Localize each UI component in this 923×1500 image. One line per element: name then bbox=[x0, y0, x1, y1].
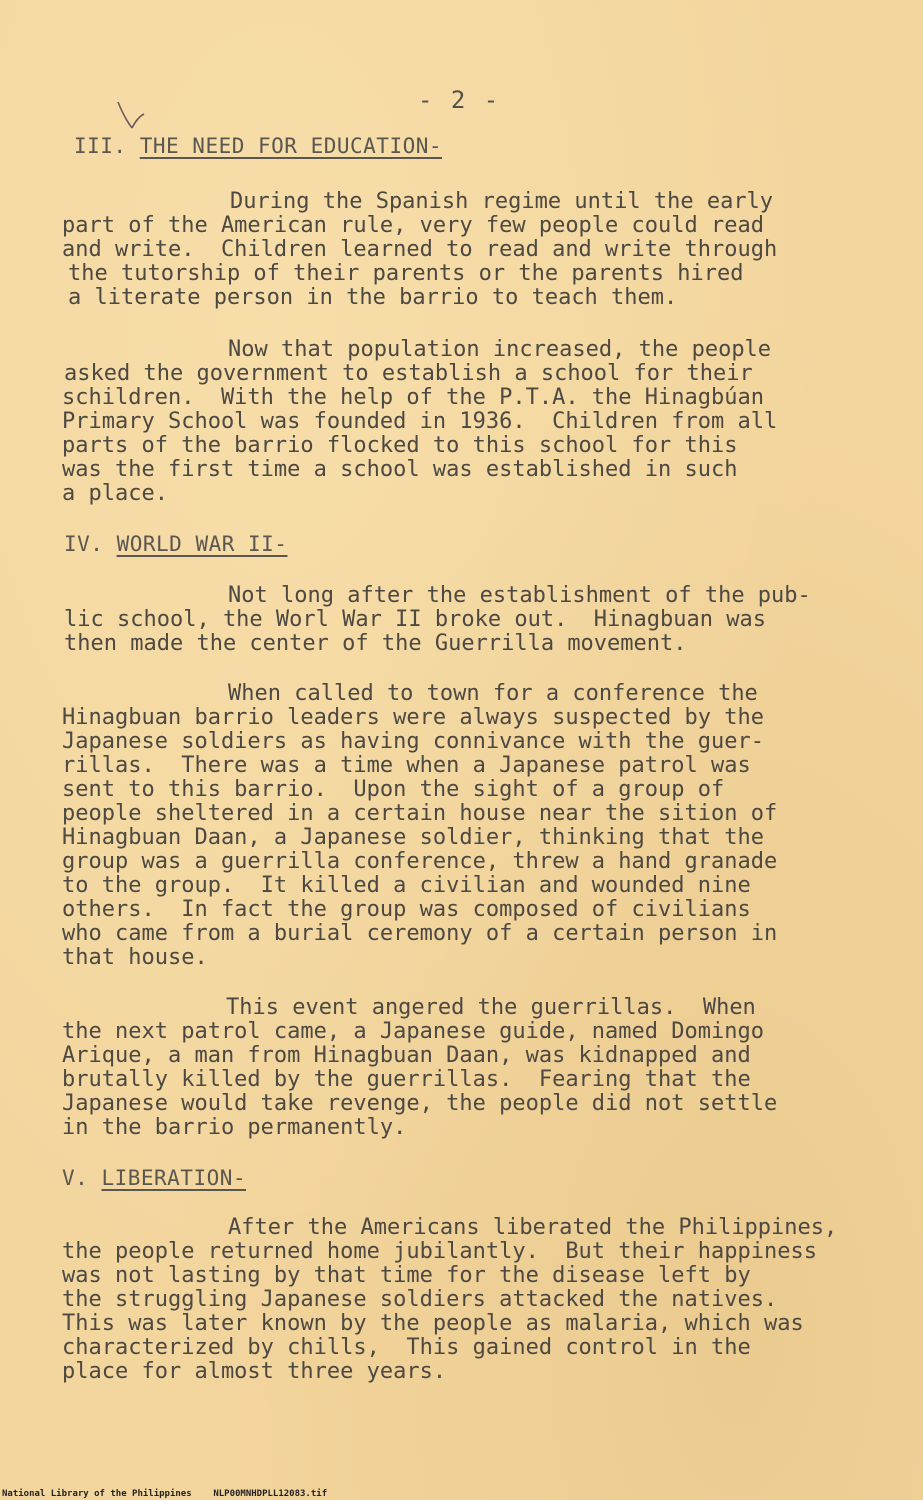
text-line: This was later known by the people as malaria, which was bbox=[62, 1311, 804, 1336]
text-line: characterized by chills, This gained control in the bbox=[62, 1335, 751, 1360]
section-heading-iv: IV. WORLD WAR II- bbox=[64, 532, 288, 556]
text-line: asked the government to establish a school for their bbox=[64, 361, 753, 386]
text-line: that house. bbox=[62, 945, 208, 970]
text-line: the struggling Japanese soldiers attacked the natives. bbox=[62, 1287, 778, 1312]
text-line: lic school, the Worl War II broke out. Hinagbuan was bbox=[64, 607, 766, 632]
text-line: brutally killed by the guerrillas. Fearing that the bbox=[62, 1067, 751, 1092]
text-line: Not long after the establishment of the pub- bbox=[228, 583, 811, 608]
text-line: Arique, a man from Hinagbuan Daan, was kidnapped and bbox=[62, 1043, 751, 1068]
text-line: sent to this barrio. Upon the sight of a group of bbox=[62, 777, 725, 802]
page-number: - 2 - bbox=[418, 86, 501, 114]
text-line: When called to town for a conference the bbox=[228, 681, 758, 706]
text-line: Now that population increased, the people bbox=[228, 337, 772, 362]
text-line: group was a guerrilla conference, threw a hand granade bbox=[62, 849, 778, 874]
text-line: schildren. With the help of the P.T.A. the Hinagbúan bbox=[62, 385, 764, 410]
text-line: the next patrol came, a Japanese guide, named Domingo bbox=[62, 1019, 764, 1044]
text-line: parts of the barrio flocked to this school for this bbox=[62, 433, 738, 458]
text-line: the people returned home jubilantly. But their happiness bbox=[62, 1239, 817, 1264]
text-line: was not lasting by that time for the disease left by bbox=[62, 1263, 751, 1288]
text-line: to the group. It killed a civilian and wounded nine bbox=[62, 873, 751, 898]
text-line: people sheltered in a certain house near the sition of bbox=[62, 801, 778, 826]
text-line: Hinagbuan Daan, a Japanese soldier, thinking that the bbox=[62, 825, 764, 850]
text-line: a literate person in the barrio to teach them. bbox=[68, 285, 678, 310]
text-line: Primary School was founded in 1936. Children from all bbox=[62, 409, 778, 434]
section-heading-v: V. LIBERATION- bbox=[62, 1166, 247, 1190]
text-line: part of the American rule, very few people could read bbox=[62, 213, 764, 238]
text-line: During the Spanish regime until the early bbox=[230, 189, 774, 214]
text-line: This event angered the guerrillas. When bbox=[226, 995, 756, 1020]
text-line: Japanese soldiers as having connivance with the guer- bbox=[62, 729, 764, 754]
text-line: Hinagbuan barrio leaders were always suspected by the bbox=[62, 705, 764, 730]
text-line: others. In fact the group was composed of civilians bbox=[62, 897, 751, 922]
section-heading-iii: III. THE NEED FOR EDUCATION- bbox=[74, 134, 443, 158]
text-line: After the Americans liberated the Philippines, bbox=[228, 1215, 838, 1240]
text-line: and write. Children learned to read and write through bbox=[62, 237, 778, 262]
text-line: a place. bbox=[62, 481, 168, 506]
text-line: Japanese would take revenge, the people did not settle bbox=[62, 1091, 778, 1116]
text-line: who came from a burial ceremony of a certain person in bbox=[62, 921, 778, 946]
text-line: place for almost three years. bbox=[62, 1359, 447, 1384]
text-line: was the first time a school was established in such bbox=[62, 457, 738, 482]
text-line: then made the center of the Guerrilla movement. bbox=[64, 631, 687, 656]
scan-footer: National Library of the Philippines NLP00MNHDPLL12083.tif bbox=[2, 1489, 328, 1499]
text-line: rillas. There was a time when a Japanese patrol was bbox=[62, 753, 751, 778]
text-line: in the barrio permanently. bbox=[62, 1115, 407, 1140]
text-line: the tutorship of their parents or the parents hired bbox=[68, 261, 744, 286]
